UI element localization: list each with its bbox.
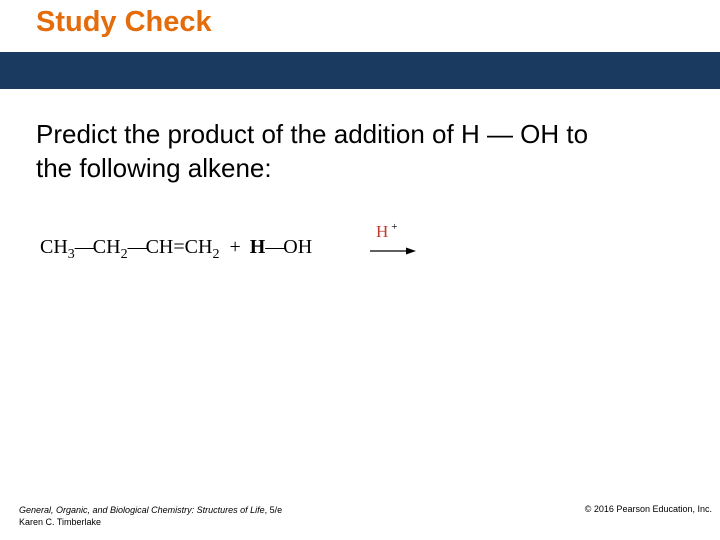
header-band: [0, 52, 720, 89]
slide-title: Study Check: [36, 6, 212, 38]
footer-author: Karen C. Timberlake: [19, 517, 102, 527]
alkene-group: [145, 236, 220, 262]
question-line-1: Predict the product of the addition of H — OH to: [36, 119, 589, 149]
water-h: H: [249, 236, 266, 258]
water-bond: —: [265, 236, 284, 258]
question-line-2: the following alkene:: [36, 153, 272, 183]
ch2-group: [92, 236, 128, 262]
reaction-arrow-icon: [370, 246, 418, 256]
alkene-subscript: 2: [212, 247, 220, 262]
ch3-label: CH: [40, 236, 68, 258]
catalyst-superscript: +: [391, 221, 398, 233]
question-text: [36, 117, 696, 185]
single-bond-1: —: [74, 236, 93, 258]
footer-copyright: © 2016 Pearson Education, Inc.: [584, 504, 712, 514]
plus-sign: +: [229, 236, 241, 258]
catalyst-h: H: [376, 222, 389, 241]
single-bond-2: —: [127, 236, 146, 258]
alkene-label: CH=CH: [145, 236, 213, 258]
footer-book-title: General, Organic, and Biological Chemistry: Structures of Life: [19, 505, 265, 515]
ch2-subscript: 2: [120, 247, 128, 262]
ch3-subscript: 3: [67, 247, 75, 262]
ch3-group: [40, 236, 75, 262]
footer-edition: , 5/e: [264, 505, 283, 515]
reaction-equation: [40, 236, 313, 262]
ch2-label: CH: [92, 236, 121, 258]
footer-citation: [19, 504, 282, 528]
water-oh: OH: [283, 236, 313, 258]
footer-book-line: [19, 504, 282, 516]
acid-catalyst: [376, 222, 398, 242]
